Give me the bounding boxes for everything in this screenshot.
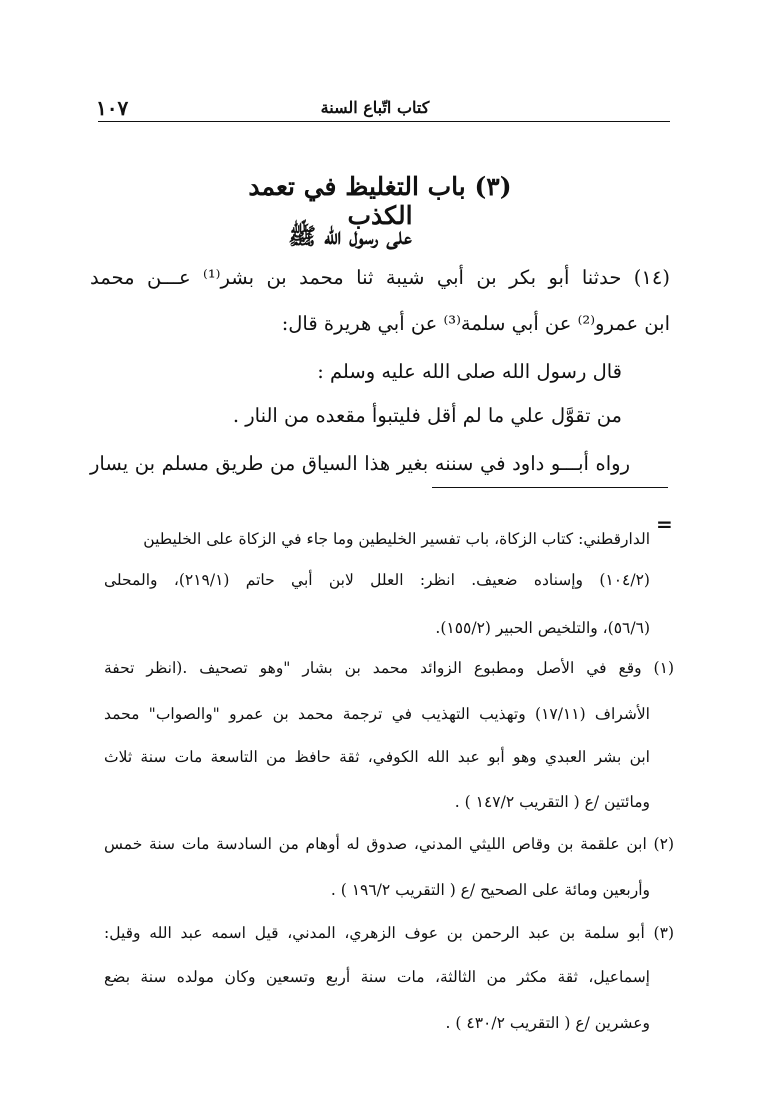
chapter-heading-subline: على رسول الله ﷺ [288,223,412,250]
hadith-line: قال رسول الله صلى الله عليه وسلم : [317,360,622,383]
footnote-line: وأربعين ومائة على الصحيح /ع ( التقريب ١٩٦/٢ ) . [330,881,650,899]
hadith-line: ابن عمرو⁽²⁾ عن أبي سلمة⁽³⁾ عن أبي هريرة قال: [281,312,670,335]
footnote-line: وعشرين /ع ( التقريب ٤٣٠/٢ ) . [445,1014,650,1032]
page-number: ١٠٧ [96,96,129,120]
hadith-line: من تقوَّل علي ما لم أقل فليتبوأ مقعده من النار . [232,404,622,427]
footnote-line: إسماعيل، ثقة مكثر من الثالثة، مات سنة أربع وتسعين وكان مولده سنة بضع [104,968,650,986]
continuation-mark: = [656,512,673,536]
footnote-separator [432,487,668,488]
footnote-line: (٥٦/٦)، والتلخيص الحبير (١٥٥/٢). [435,619,650,637]
footnote-line: ابن بشر العبدي وهو أبو عبد الله الكوفي، ثقة حافظ من التاسعة مات سنة ثلاث [104,748,650,766]
footnote-line: ومائتين /ع ( التقريب ١٤٧/٢ ) . [454,793,650,811]
footnote-line: (١) وقع في الأصل ومطبوع الزوائد محمد بن بشار "وهو تصحيف .(انظر تحفة [104,659,674,677]
running-header-title: كتاب اتّباع السنة [320,98,430,117]
footnote-line: الدارقطني: كتاب الزكاة، باب تفسير الخليطين وما جاء في الزكاة على الخليطين [143,530,650,548]
footnote-line: (٢) ابن علقمة بن وقاص الليثي المدني، صدوق له أوهام من السادسة مات سنة خمس [104,835,674,853]
chapter-heading: (٣) باب التغليظ في تعمد الكذب [248,172,512,230]
footnote-line: (٣) أبو سلمة بن عبد الرحمن بن عوف الزهري، المدني، قيل اسمه عبد الله وقيل: [104,924,674,942]
footnote-line: الأشراف (١٧/١١) وتهذيب التهذيب في ترجمة محمد بن عمرو "والصواب" محمد [104,705,650,723]
header-rule [98,121,670,122]
footnote-line: (١٠٤/٢) وإسناده ضعيف. انظر: العلل لابن أبي حاتم (٢١٩/١)، والمحلى [104,571,650,589]
hadith-line: رواه أبـــو داود في سننه بغير هذا السياق من طريق مسلم بن يسار [90,452,630,475]
hadith-line: (١٤) حدثنا أبو بكر بن أبي شيبة ثنا محمد بن بشر⁽¹⁾ عـــن محمد [90,266,670,289]
